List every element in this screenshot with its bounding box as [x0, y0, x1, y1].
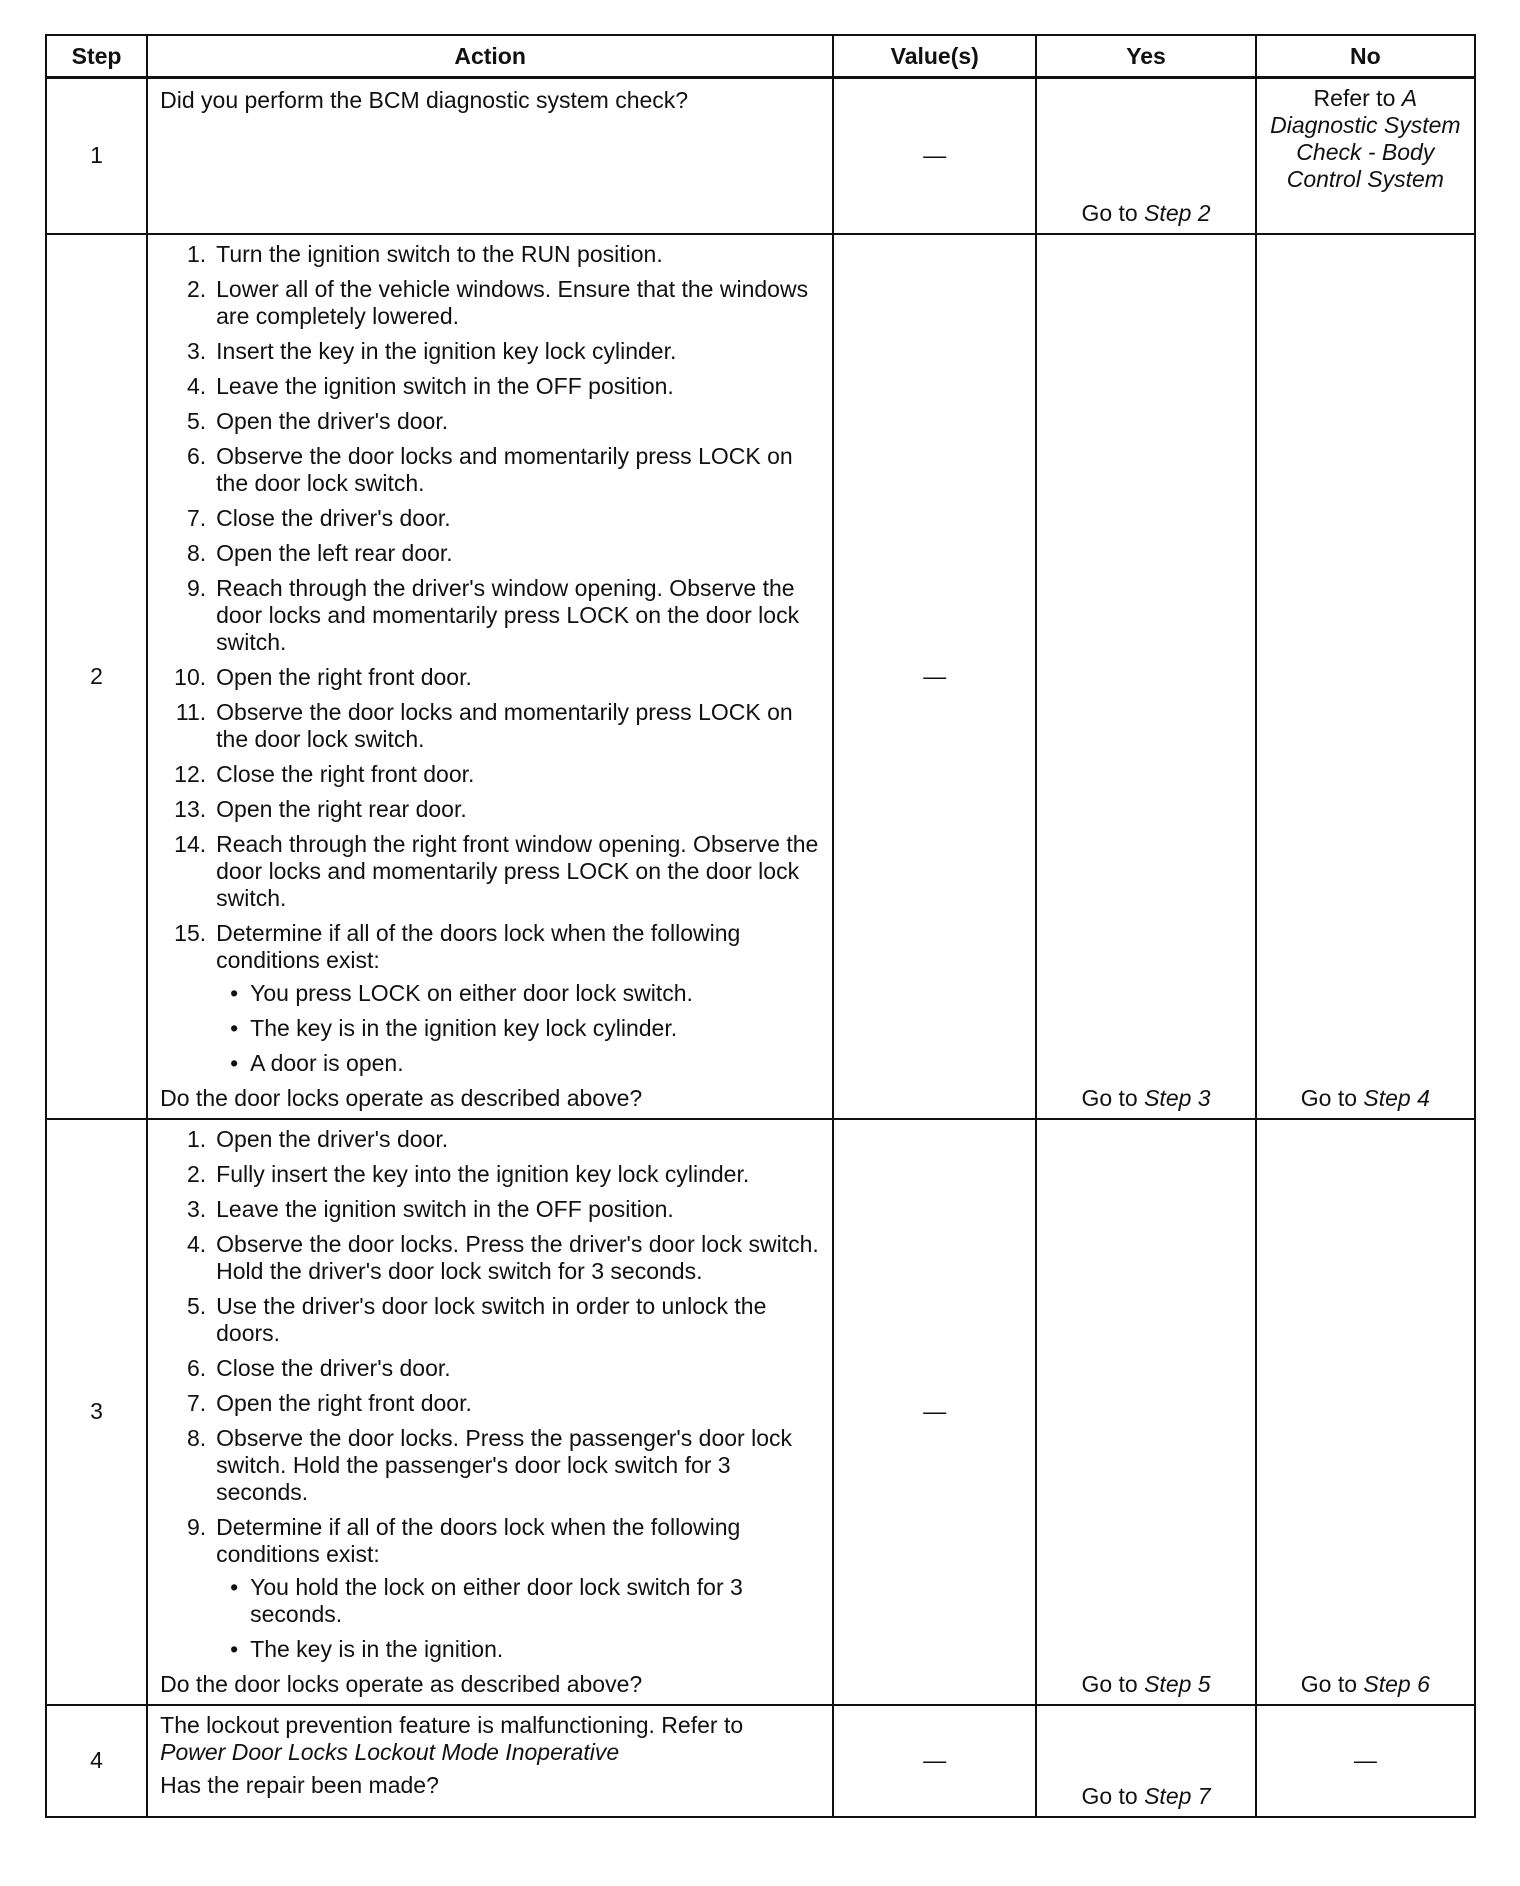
yes-cell — [1036, 234, 1255, 1119]
refer-prefix: Refer to — [1313, 85, 1396, 111]
header-value: Value(s) — [833, 35, 1036, 78]
goto-target: Step 2 — [1144, 199, 1211, 226]
action-item: 1. Turn the ignition switch to the RUN position. — [186, 240, 663, 267]
action-item: 7. Open the right front door. — [186, 1389, 472, 1416]
step-number: 1 — [46, 78, 147, 234]
action-item: 8. Observe the door locks. Press the passenger's door lock switch. Hold the passenger's door lock switch for 3 seconds. — [186, 1424, 792, 1505]
action-cell — [147, 78, 833, 234]
yes-cell — [1036, 78, 1255, 234]
step-number: 2 — [46, 234, 147, 1119]
goto-prefix: Go to — [1081, 1782, 1138, 1809]
yes-goto — [1037, 1085, 1254, 1112]
condition-item: • You hold the lock on either door lock switch for 3 seconds. — [216, 1574, 822, 1628]
action-item: 4. Observe the door locks. Press the driver's door lock switch. Hold the driver's door lock switch for 3 seconds. — [186, 1230, 819, 1284]
no-goto — [1257, 1085, 1474, 1112]
header-yes: Yes — [1036, 35, 1255, 78]
condition-list — [216, 1574, 822, 1663]
action-question: Has the repair been made? — [160, 1771, 439, 1798]
no-cell — [1256, 234, 1475, 1119]
table-row — [46, 1119, 1475, 1705]
action-item: 9. Determine if all of the doors lock when the following conditions exist: • You hold the lock on either door lock switch for 3 seconds. • The key is in the ignition. — [160, 1514, 822, 1663]
action-item: 12. Close the right front door. — [174, 760, 475, 787]
action-intro — [160, 1712, 822, 1766]
goto-prefix: Go to — [1081, 1670, 1138, 1697]
action-item: 14. Reach through the right front window opening. Observe the door locks and momentarily press LOCK on the door lock switch. — [174, 830, 819, 911]
diagnostic-table — [45, 34, 1476, 1818]
header-action: Action — [147, 35, 833, 78]
action-item: 13. Open the right rear door. — [174, 795, 467, 822]
header-no: No — [1256, 35, 1475, 78]
action-item: 5. Open the driver's door. — [186, 407, 449, 434]
action-item: 5. Use the driver's door lock switch in order to unlock the doors. — [186, 1292, 767, 1346]
action-item: 10. Open the right front door. — [174, 663, 472, 690]
action-item: 7. Close the driver's door. — [186, 504, 451, 531]
intro-reference: Power Door Locks Lockout Mode Inoperative — [160, 1738, 620, 1765]
goto-target: Step 4 — [1363, 1084, 1430, 1111]
action-item: 11. Observe the door locks and momentarily press LOCK on the door lock switch. — [175, 698, 793, 752]
condition-item: • A door is open. — [216, 1050, 822, 1077]
condition-list — [216, 980, 822, 1077]
header-step: Step — [46, 35, 147, 78]
action-item: 4. Leave the ignition switch in the OFF position. — [186, 372, 674, 399]
yes-cell — [1036, 1705, 1255, 1817]
condition-item: • The key is in the ignition. — [216, 1636, 822, 1663]
condition-item: • The key is in the ignition key lock cylinder. — [216, 1015, 822, 1042]
action-item: 2. Lower all of the vehicle windows. Ensure that the windows are completely lowered. — [186, 275, 809, 329]
goto-target: Step 3 — [1144, 1084, 1211, 1111]
header-row — [46, 35, 1475, 78]
action-item: 6. Observe the door locks and momentarily press LOCK on the door lock switch. — [186, 442, 793, 496]
table-row — [46, 234, 1475, 1119]
value-cell: — — [833, 1119, 1036, 1705]
action-steps — [160, 1126, 822, 1663]
condition-item: • You press LOCK on either door lock switch. — [216, 980, 822, 1007]
action-question: Do the door locks operate as described above? — [160, 1670, 643, 1697]
refer-target: A Diagnostic System Check - Body Control System — [1270, 85, 1461, 192]
goto-target: Step 5 — [1144, 1670, 1211, 1697]
no-cell: — — [1256, 1705, 1475, 1817]
goto-prefix: Go to — [1081, 199, 1138, 226]
action-item: 3. Insert the key in the ignition key lock cylinder. — [186, 337, 677, 364]
goto-target: Step 6 — [1363, 1670, 1430, 1697]
action-item: 3. Leave the ignition switch in the OFF position. — [186, 1195, 674, 1222]
action-cell — [147, 234, 833, 1119]
no-cell — [1256, 78, 1475, 234]
action-item: 6. Close the driver's door. — [186, 1354, 451, 1381]
yes-goto — [1037, 1671, 1254, 1698]
no-cell — [1256, 1119, 1475, 1705]
yes-goto — [1037, 1783, 1254, 1810]
goto-prefix: Go to — [1300, 1670, 1358, 1697]
action-item: 8. Open the left rear door. — [186, 539, 453, 566]
action-item: 1. Open the driver's door. — [186, 1125, 449, 1152]
no-refer — [1257, 79, 1474, 199]
table-row — [46, 78, 1475, 234]
action-steps — [160, 241, 822, 1077]
goto-prefix: Go to — [1081, 1084, 1138, 1111]
intro-text: The lockout prevention feature is malfunctioning. Refer to — [160, 1711, 744, 1738]
action-item: 2. Fully insert the key into the ignition key lock cylinder. — [186, 1160, 750, 1187]
action-question: Do the door locks operate as described above? — [160, 1084, 643, 1111]
action-item: 15. Determine if all of the doors lock when the following conditions exist: • You press LOCK on either door lock switch. • The key is in the ignition key lock cylinder. • A door is open. — [160, 920, 822, 1077]
yes-goto — [1037, 200, 1254, 227]
action-item: 9. Reach through the driver's window opening. Observe the door locks and momentarily press LOCK on the door lock switch. — [186, 574, 800, 655]
table-row — [46, 1705, 1475, 1817]
step-number: 4 — [46, 1705, 147, 1817]
goto-prefix: Go to — [1300, 1084, 1358, 1111]
value-cell: — — [833, 234, 1036, 1119]
yes-cell — [1036, 1119, 1255, 1705]
action-cell — [147, 1119, 833, 1705]
goto-target: Step 7 — [1144, 1782, 1211, 1809]
action-question: Did you perform the BCM diagnostic system check? — [160, 87, 689, 113]
value-cell: — — [833, 1705, 1036, 1817]
no-goto — [1257, 1671, 1474, 1698]
value-cell: — — [833, 78, 1036, 234]
step-number: 3 — [46, 1119, 147, 1705]
action-cell — [147, 1705, 833, 1817]
